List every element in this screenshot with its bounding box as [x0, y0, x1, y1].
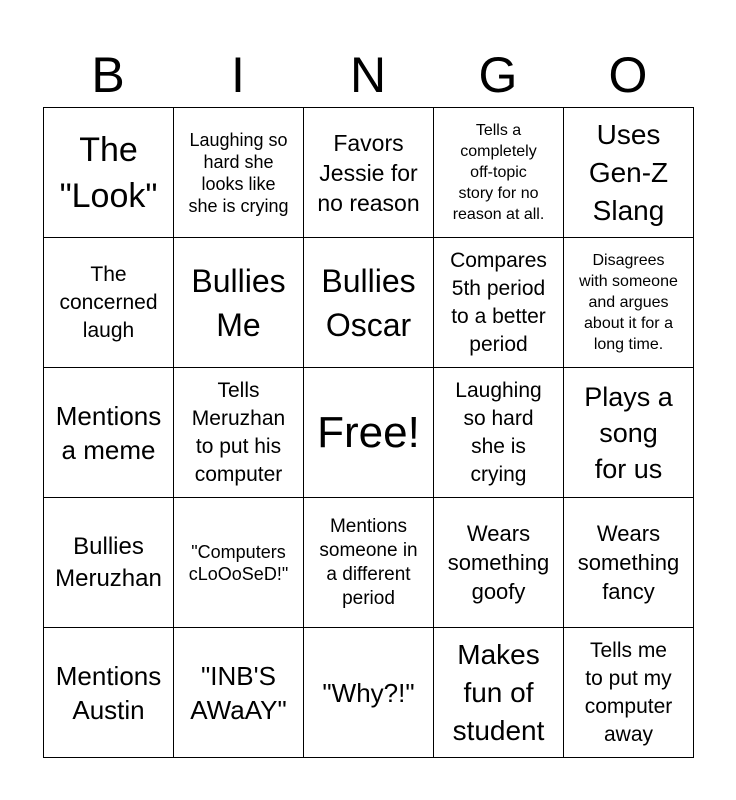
header-letter-i: I — [231, 47, 245, 103]
bingo-header — [43, 44, 693, 106]
cell-text: Laughing so hard she looks like she is crying — [188, 129, 289, 216]
bingo-cell[interactable] — [564, 238, 694, 368]
cell-text: Plays a song for us — [584, 381, 673, 484]
bingo-cell[interactable] — [434, 108, 564, 238]
bingo-cell[interactable] — [174, 368, 304, 498]
cell-text: Bullies Meruzhan — [55, 532, 162, 592]
cell-text: Laughing so hard she is crying — [455, 378, 542, 486]
cell-text: The "Look" — [59, 130, 158, 215]
cell-text: Bullies Me — [191, 262, 286, 343]
cell-text: Tells a completely off-topic story for no reason at all. — [452, 122, 545, 223]
cell-text: "Why?!" — [322, 677, 415, 708]
bingo-grid — [43, 107, 694, 758]
cell-text: Favors Jessie for no reason — [317, 129, 420, 216]
bingo-cell[interactable] — [44, 368, 174, 498]
cell-text: Disagrees with someone and argues about it for a long time. — [579, 252, 678, 353]
bingo-cell[interactable] — [434, 498, 564, 628]
bingo-cell[interactable] — [564, 628, 694, 758]
bingo-cell[interactable] — [564, 108, 694, 238]
bingo-cell[interactable] — [304, 368, 434, 498]
bingo-cell[interactable] — [304, 108, 434, 238]
bingo-cell[interactable] — [174, 498, 304, 628]
cell-text: "INB'S AWaAY" — [190, 660, 287, 725]
bingo-cell[interactable] — [564, 498, 694, 628]
cell-text: "Computers cLoOoSeD!" — [188, 541, 289, 584]
bingo-cell[interactable] — [44, 238, 174, 368]
cell-text: Tells me to put my computer away — [584, 638, 673, 746]
cell-text: Bullies Oscar — [321, 262, 416, 343]
bingo-cell[interactable] — [434, 628, 564, 758]
cell-text: Wears something goofy — [447, 521, 550, 604]
cell-text: Uses Gen-Z Slang — [588, 118, 669, 226]
bingo-cell[interactable] — [44, 498, 174, 628]
header-letter-o: O — [608, 47, 648, 103]
bingo-cell[interactable] — [434, 368, 564, 498]
cell-text: Tells Meruzhan to put his computer — [191, 378, 286, 486]
cell-text: Wears something fancy — [577, 521, 680, 604]
cell-text: The concerned laugh — [59, 262, 158, 342]
bingo-cell[interactable] — [174, 628, 304, 758]
cell-text: Free! — [317, 407, 420, 457]
cell-text: Compares 5th period to a better period — [450, 248, 547, 356]
header-letter-g: G — [478, 47, 518, 103]
bingo-cell[interactable] — [174, 238, 304, 368]
bingo-cell[interactable] — [304, 628, 434, 758]
bingo-cell[interactable] — [434, 238, 564, 368]
cell-text: Mentions a meme — [55, 400, 162, 465]
cell-text: Mentions someone in a different period — [319, 515, 418, 609]
bingo-cell[interactable] — [304, 498, 434, 628]
bingo-cell[interactable] — [304, 238, 434, 368]
bingo-cell[interactable] — [44, 628, 174, 758]
cell-text: Mentions Austin — [55, 660, 162, 725]
cell-text: Makes fun of student — [452, 638, 545, 746]
bingo-cell[interactable] — [564, 368, 694, 498]
header-letter-b: B — [91, 47, 125, 103]
header-letter-n: N — [349, 47, 387, 103]
bingo-cell[interactable] — [44, 108, 174, 238]
bingo-cell[interactable] — [174, 108, 304, 238]
